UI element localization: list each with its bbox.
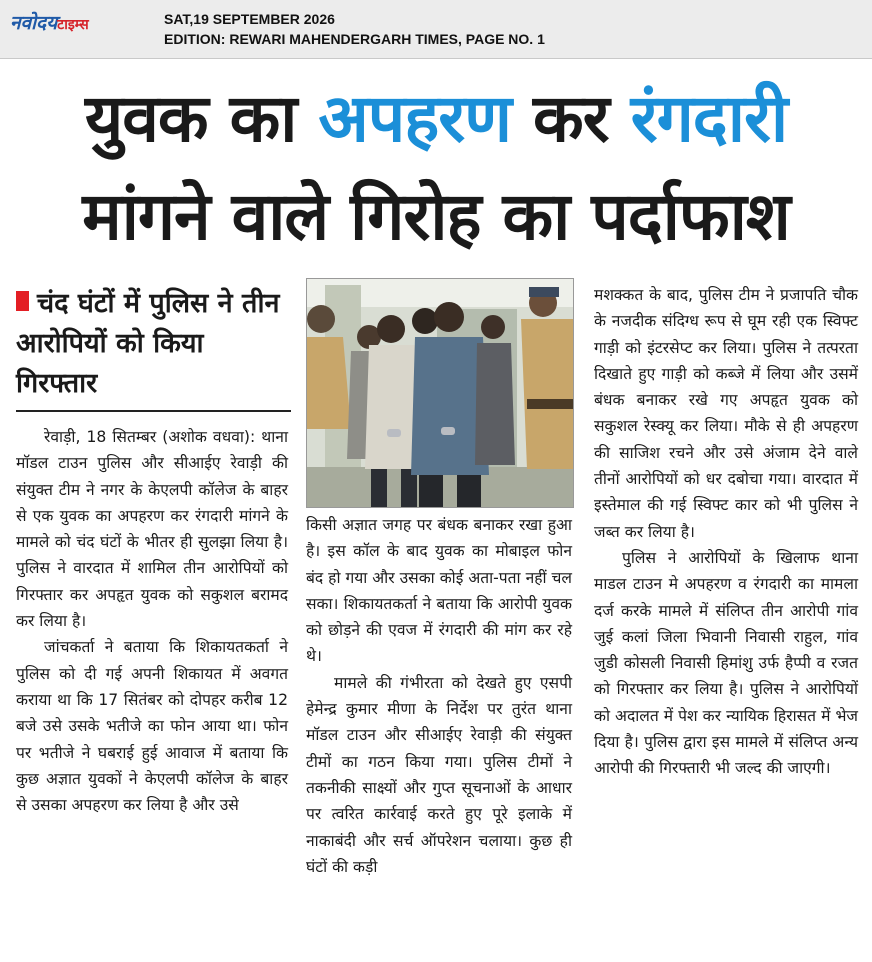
headline-highlight: अपहरण [318, 80, 512, 157]
newspaper-logo [10, 8, 142, 38]
headline-text: युवक का [84, 80, 319, 157]
logo-text-main: नवोदय [10, 12, 58, 34]
article-paragraph: पुलिस ने आरोपियों के खिलाफ थाना माडल टाउन मे अपहरण व रंगदारी का मामला दर्ज करके मामले में संलिप्त तीन आरोपी गांव जुई कलां जिला भिवानी निवासी राहुल, गांव जुडी कोसली निवासी हिमांशु उर्फ हैप्पी व रजत को गिरफ्तार कर लिया है। पुलिस ने आरोपियों को अदालत में पेश कर न्यायिक हिरासत में भेज दिया है। पुलिस द्वारा इस मामले में संलिप्त अन्य आरोपी की गिरफ्तारी भी जल्द की जाएगी। [594, 548, 858, 778]
subheadline [16, 284, 286, 404]
edition-line: EDITION: REWARI MAHENDERGARH TIMES, PAGE NO. 1 [164, 31, 545, 47]
article-column-2 [306, 512, 572, 880]
subheadline-text: चंद घंटों में पुलिस ने तीन आरोपियों को किया गिरफ्तार [16, 288, 280, 399]
article-paragraph: रेवाड़ी, 18 सितम्बर (अशोक वधवा): थाना मॉडल टाउन पुलिस और सीआईए रेवाड़ी की संयुक्त टीम ने नगर के केएलपी कॉलेज के बाहर से एक युवक का अपहरण कर रंगदारी मांगने के मामले को चंद घंटों के भीतर ही सुलझा लिया है। पुलिस ने वारदात में शामिल तीन आरोपियों को गिरफ्तार कर अपहृत युवक को सकुशल बरामद कर लिया है। [16, 428, 288, 631]
news-photo [306, 278, 574, 508]
article-paragraph: जांचकर्ता ने बताया कि शिकायतकर्ता ने पुलिस को दी गई अपनी शिकायत में अवगत कराया था कि 17 सितंबर को दोपहर करीब 12 बजे उसे उसके भतीजे का फोन आया था। फोन पर भतीजे ने घबराई हुई आवाज में बताया कि कुछ अज्ञात युवकों ने केएलपी कॉलेज के बाहर से उसका अपहरण कर लिया है और उसे [16, 638, 288, 815]
headline-highlight: रंगदारी [630, 80, 788, 157]
article-paragraph: किसी अज्ञात जगह पर बंधक बनाकर रखा हुआ है। इस कॉल के बाद युवक का मोबाइल फोन बंद हो गया और उसका कोई अता-पता नहीं चल सका। शिकायतकर्ता ने बताया कि आरोपी युवक को छोड़ने की एवज में रंगदारी की मांग कर रहे थे। [306, 516, 572, 666]
headline-line-2: मांगने वाले गिरोह का पर्दाफाश [82, 178, 790, 255]
headline-line-1 [0, 70, 872, 168]
article-column-1 [16, 424, 288, 818]
article-column-3 [594, 282, 858, 782]
masthead [0, 0, 872, 59]
edition-info [164, 9, 545, 49]
article-paragraph: मशक्कत के बाद, पुलिस टीम ने प्रजापति चौक के नजदीक संदिग्ध रूप से घूम रही एक स्विफ्ट गाड़ी को इंटरसेप्ट कर लिया। पुलिस ने तत्परता दिखाते हुए गाड़ी को कब्जे में लिया और उसमें बंधक बनाकर रखे गए अपहृत युवक को सकुशल रेस्क्यू कर लिया। मौके से ही अपहरण की साजिश रचने और उसे अंजाम देने वाले तीनों आरोपियों को धर दबोचा गया। वारदात में इस्तेमाल की गई स्विफ्ट कार को भी पुलिस ने जब्त कर लिया है। [594, 286, 858, 541]
logo-text-sub: टाइम्स [57, 17, 89, 33]
headline [0, 70, 872, 266]
article-paragraph: मामले की गंभीरता को देखते हुए एसपी हेमेन्द्र कुमार मीणा के निर्देश पर तुरंत थाना मॉडल टाउन और सीआईए रेवाड़ी की संयुक्त टीमों का गठन किया गया। पुलिस टीमों ने तकनीकी साक्ष्यों और गुप्त सूचनाओं के आधार पर त्वरित कार्रवाई करते हुए पूरे इलाके में नाकाबंदी और सर्च ऑपरेशन चलाया। कुछ ही घंटों की कड़ी [306, 673, 572, 876]
headline-text: कर [511, 80, 631, 157]
date-line: SAT,19 SEPTEMBER 2026 [164, 11, 335, 27]
red-bullet-icon [16, 291, 29, 311]
arrested-men-illustration-icon [307, 279, 573, 507]
subheadline-divider [16, 410, 291, 412]
